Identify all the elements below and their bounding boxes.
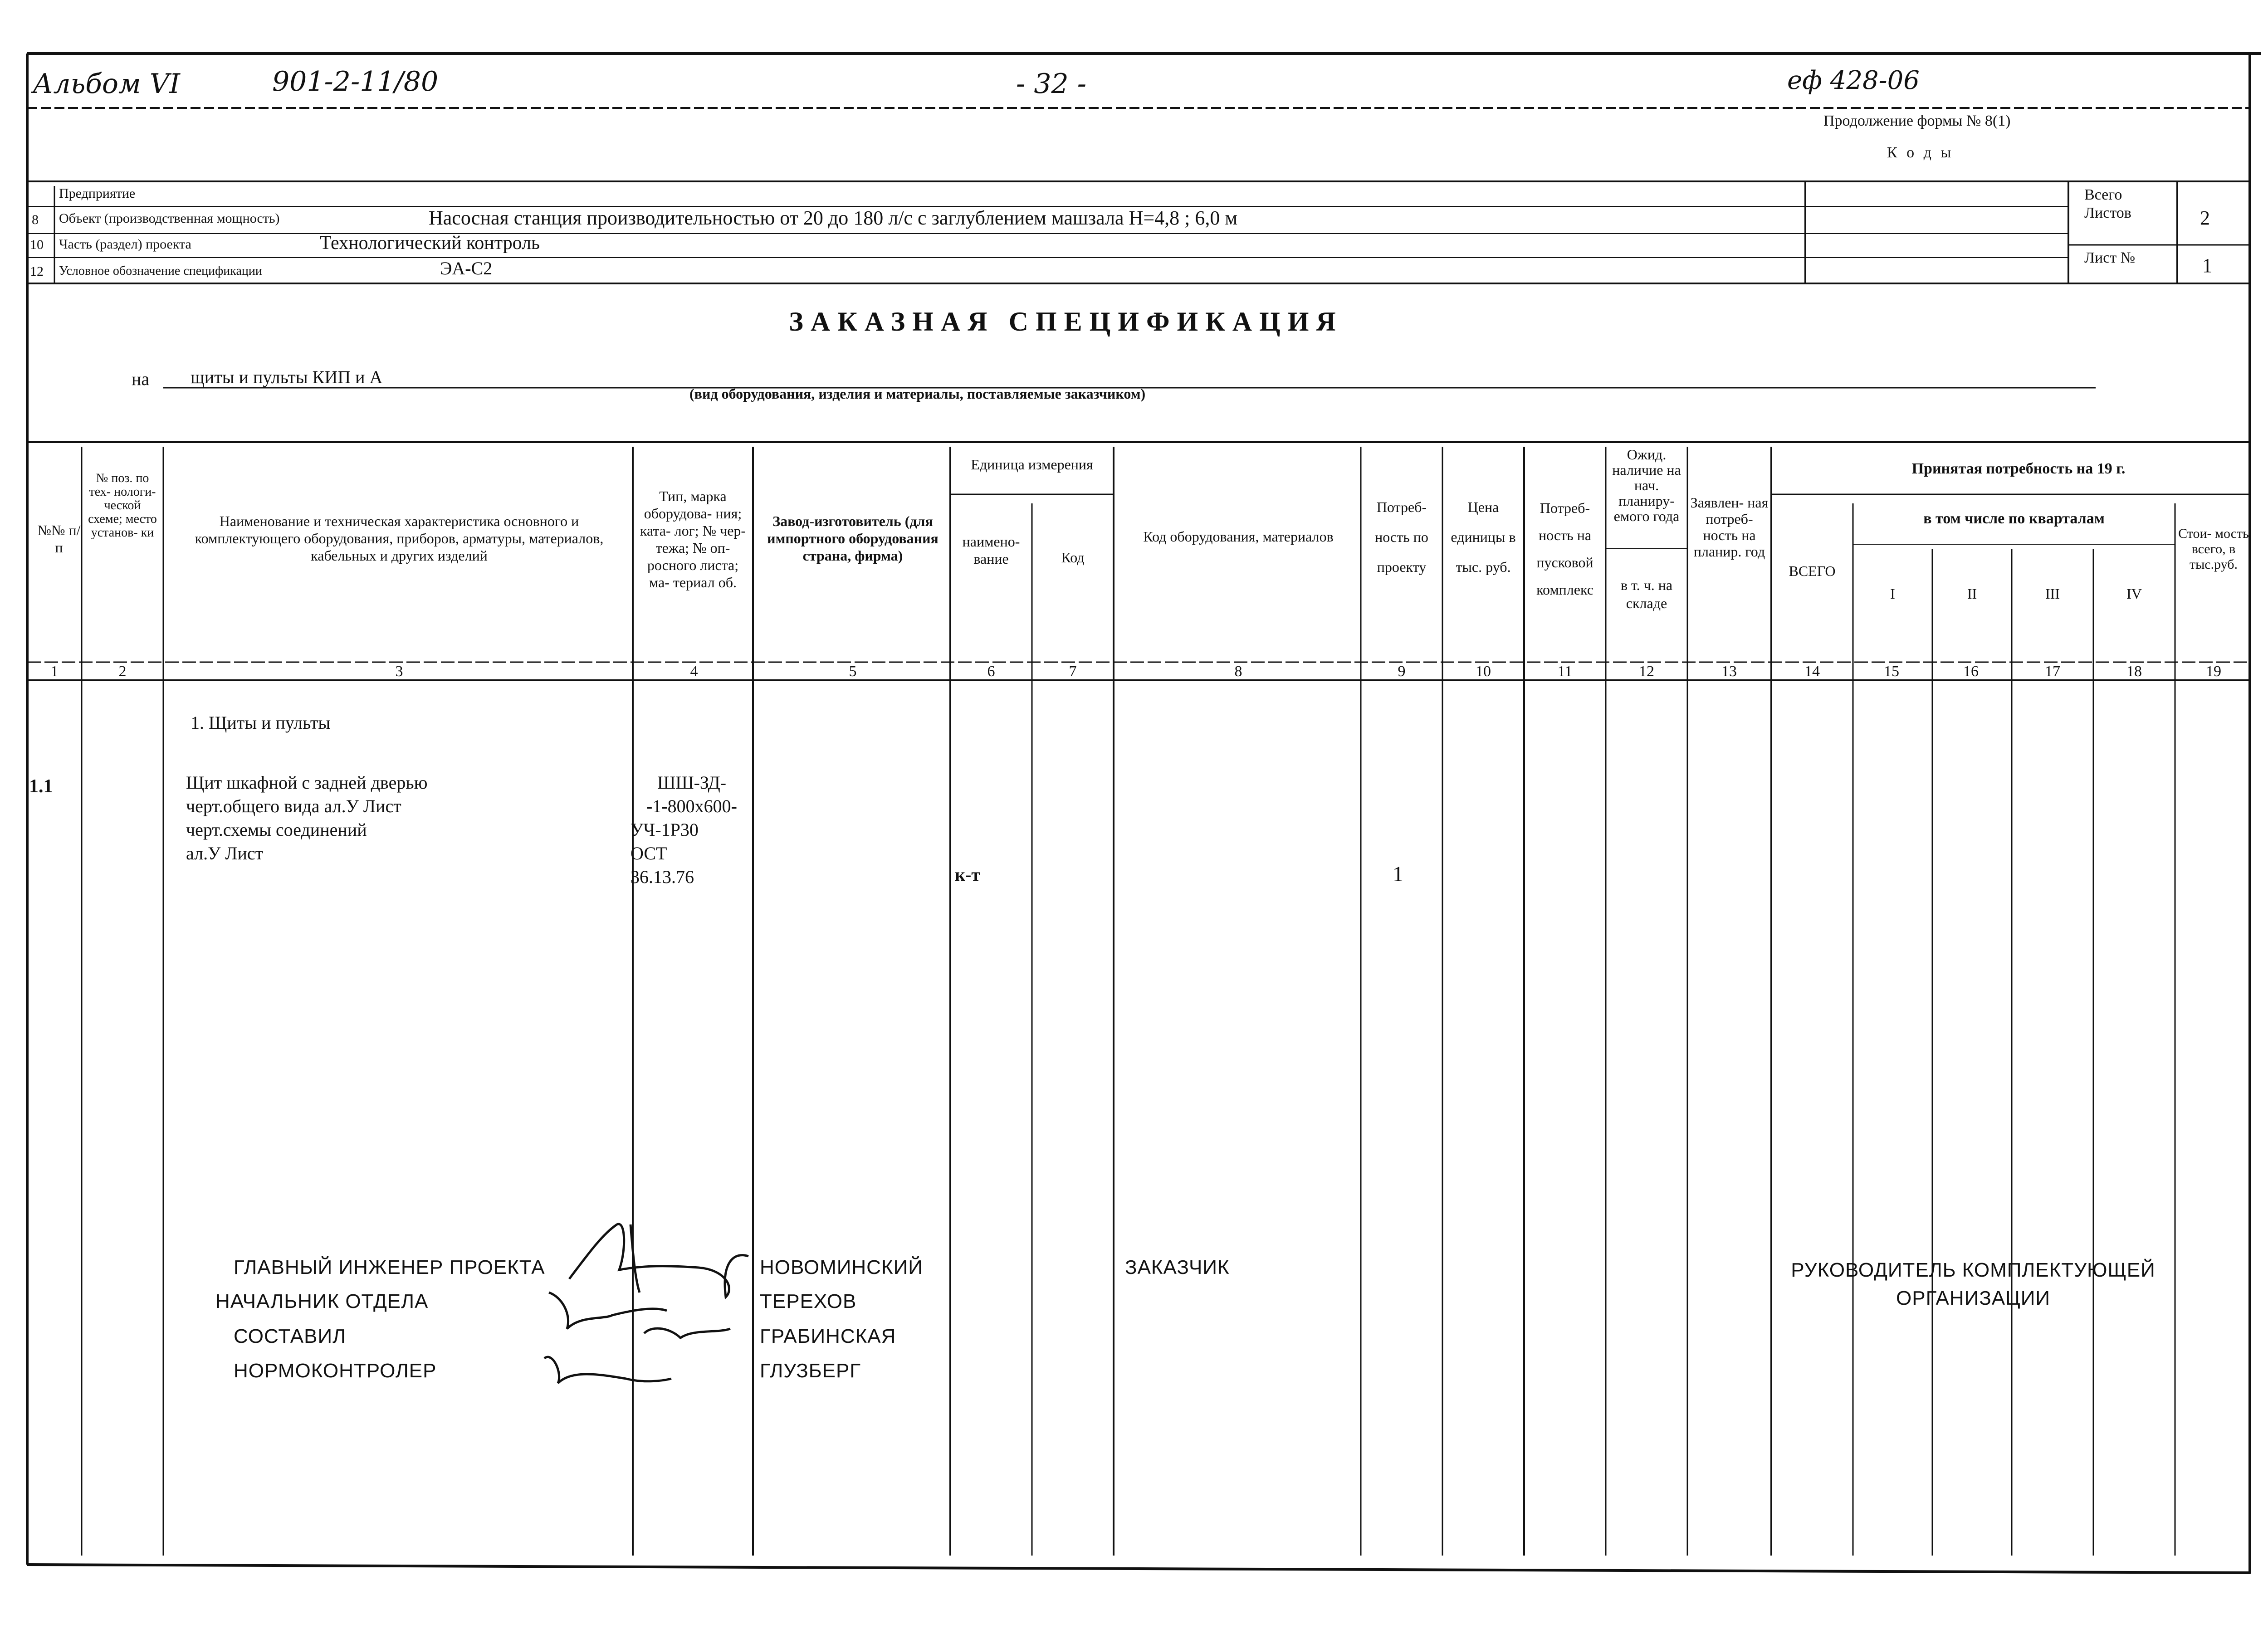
header-col-13: Заявлен- ная потреб- ность на планир. год: [1690, 494, 1769, 560]
item-unit: к-т: [955, 864, 981, 885]
meta-object-num: 8: [32, 212, 39, 227]
role-chief-engineer: ГЛАВНЫЙ ИНЖЕНЕР ПРОЕКТА: [234, 1256, 545, 1278]
album-number: Альбом VI: [33, 68, 180, 100]
col-number: 8: [1234, 663, 1242, 680]
col-number: 5: [849, 663, 857, 680]
col-number: 7: [1069, 663, 1077, 680]
org-head-line: РУКОВОДИТЕЛЬ КОМПЛЕКТУЮЩЕЙ: [1791, 1259, 2156, 1281]
col-number: 10: [1476, 663, 1491, 680]
col-number: 1: [50, 663, 59, 680]
item-type-line: ШШ-ЗД-: [657, 772, 727, 793]
col-number: 19: [2206, 663, 2221, 680]
header-col-19: Стои- мость всего, в тыс.руб.: [2178, 526, 2249, 572]
item-type: [631, 771, 753, 889]
item-type-line: ОСТ: [631, 843, 667, 863]
document-code: 901-2-11/80: [272, 66, 439, 98]
item-description-line: черт.схемы соединений: [186, 819, 367, 840]
sheet-value: 1: [2202, 254, 2212, 277]
name-department-head: ТЕРЕХОВ: [760, 1290, 857, 1312]
col-number: 3: [395, 663, 403, 680]
meta-part-num: 10: [30, 237, 44, 252]
role-compiled-by: СОСТАВИЛ: [234, 1325, 346, 1347]
header-col-1: №№ п/п: [37, 522, 81, 556]
col-number: 11: [1557, 663, 1573, 680]
name-norm-controller: ГЛУЗБЕРГ: [760, 1360, 861, 1382]
header-col-5: Завод-изготовитель (для импортного оборудования страна, фирма): [767, 513, 938, 564]
org-head-label: [1769, 1256, 2177, 1312]
col-number: 12: [1639, 663, 1654, 680]
total-sheets-value: 2: [2200, 207, 2210, 229]
meta-enterprise-label: Предприятие: [59, 186, 136, 201]
header-col-7: Код: [1061, 549, 1085, 566]
page-number: - 32 -: [1016, 68, 1087, 100]
header-accepted: Принятая потребность на 19 г.: [1911, 460, 2126, 477]
col-number: 14: [1804, 663, 1820, 680]
meta-object-value: Насосная станция производительностью от 20 до 180 л/с с заглублением машзала Н=4,8 ; 6,0 м: [429, 207, 1238, 229]
name-compiled-by: ГРАБИНСКАЯ: [760, 1325, 896, 1347]
item-quantity: 1: [1393, 862, 1403, 886]
header-quarters: в том числе по кварталам: [1923, 510, 2105, 527]
header-col-2: № поз. по тех- нологи- ческой схеме; место установ- ки: [88, 471, 157, 540]
meta-spec-label: Условное обозначение спецификации: [59, 264, 262, 278]
org-head-line: ОРГАНИЗАЦИИ: [1896, 1287, 2050, 1309]
header-col-10: Цена единицы в тыс. руб.: [1451, 499, 1516, 575]
header-unit-group: Единица измерения: [971, 456, 1093, 473]
col-number: 17: [2045, 663, 2060, 680]
item-description-line: ал.У Лист: [186, 843, 264, 863]
item-type-line: УЧ-1Р30: [631, 819, 699, 840]
subject-prefix: на: [132, 369, 150, 389]
total-sheets-label: Всего Листов: [2084, 186, 2131, 221]
meta-object-label: Объект (производственная мощность): [59, 211, 280, 226]
header-col-4: Тип, марка оборудова- ния; ката- лог; № чер- тежа; № оп- росного листа; ма- териал об.: [640, 488, 746, 590]
stamp-code: еф 428-06: [1787, 66, 1920, 95]
col-number: 15: [1884, 663, 1899, 680]
header-col-14: ВСЕГО: [1789, 563, 1836, 579]
header-col-12: Ожид. наличие на нач. планиру- емого года: [1612, 446, 1681, 524]
header-col-8: Код оборудования, материалов: [1143, 528, 1334, 545]
header-col-18: IV: [2126, 585, 2142, 602]
col-number: 2: [118, 663, 127, 680]
meta-spec-num: 12: [30, 264, 44, 279]
name-chief-engineer: НОВОМИНСКИЙ: [760, 1256, 923, 1278]
col-number: 16: [1963, 663, 1979, 680]
item-description-line: черт.общего вида ал.У Лист: [186, 796, 401, 816]
header-col-6: наимено- вание: [962, 533, 1020, 567]
col-number: 9: [1398, 663, 1406, 680]
header-col-3: Наименование и техническая характеристика основного и комплектующего оборудования, приборов, арматуры, материалов, кабельных и других изделий: [195, 513, 604, 564]
role-department-head: НАЧАЛЬНИК ОТДЕЛА: [215, 1290, 429, 1312]
subject-value: щиты и пульты КИП и А: [191, 367, 383, 387]
item-number: 1.1: [29, 776, 53, 797]
item-description: [186, 771, 427, 865]
document-title: ЗАКАЗНАЯ СПЕЦИФИКАЦИЯ: [789, 307, 1343, 337]
header-col-15: I: [1890, 585, 1895, 602]
role-norm-controller: НОРМОКОНТРОЛЕР: [234, 1360, 437, 1382]
col-number: 18: [2126, 663, 2142, 680]
col-number: 13: [1721, 663, 1737, 680]
header-col-9: Потреб- ность по проекту: [1375, 499, 1428, 575]
subject-hint: (вид оборудования, изделия и материалы, поставляемые заказчиком): [689, 385, 1146, 402]
item-type-line: -1-800х600-: [646, 796, 737, 816]
item-description-line: Щит шкафной с задней дверью: [186, 772, 428, 793]
header-col-17: III: [2045, 585, 2060, 602]
sheet-label: Лист №: [2084, 249, 2136, 266]
meta-spec-value: ЭА-С2: [440, 258, 493, 278]
header-col-12b: в т. ч. на складе: [1620, 577, 1673, 611]
header-col-11: Потреб- ность на пусковой комплекс: [1536, 500, 1593, 598]
col-number: 6: [987, 663, 995, 680]
customer-label: ЗАКАЗЧИК: [1125, 1256, 1230, 1278]
codes-label: К о д ы: [1887, 144, 1954, 161]
item-type-line: 36.13.76: [631, 867, 694, 887]
signature-scribbles: [544, 1224, 748, 1383]
header-col-16: II: [1967, 585, 1977, 602]
col-number: 4: [690, 663, 698, 680]
meta-part-label: Часть (раздел) проекта: [59, 237, 191, 252]
meta-part-value: Технологический контроль: [320, 233, 540, 254]
form-note: Продолжение формы № 8(1): [1823, 112, 2011, 129]
section-heading: 1. Щиты и пульты: [191, 712, 331, 733]
